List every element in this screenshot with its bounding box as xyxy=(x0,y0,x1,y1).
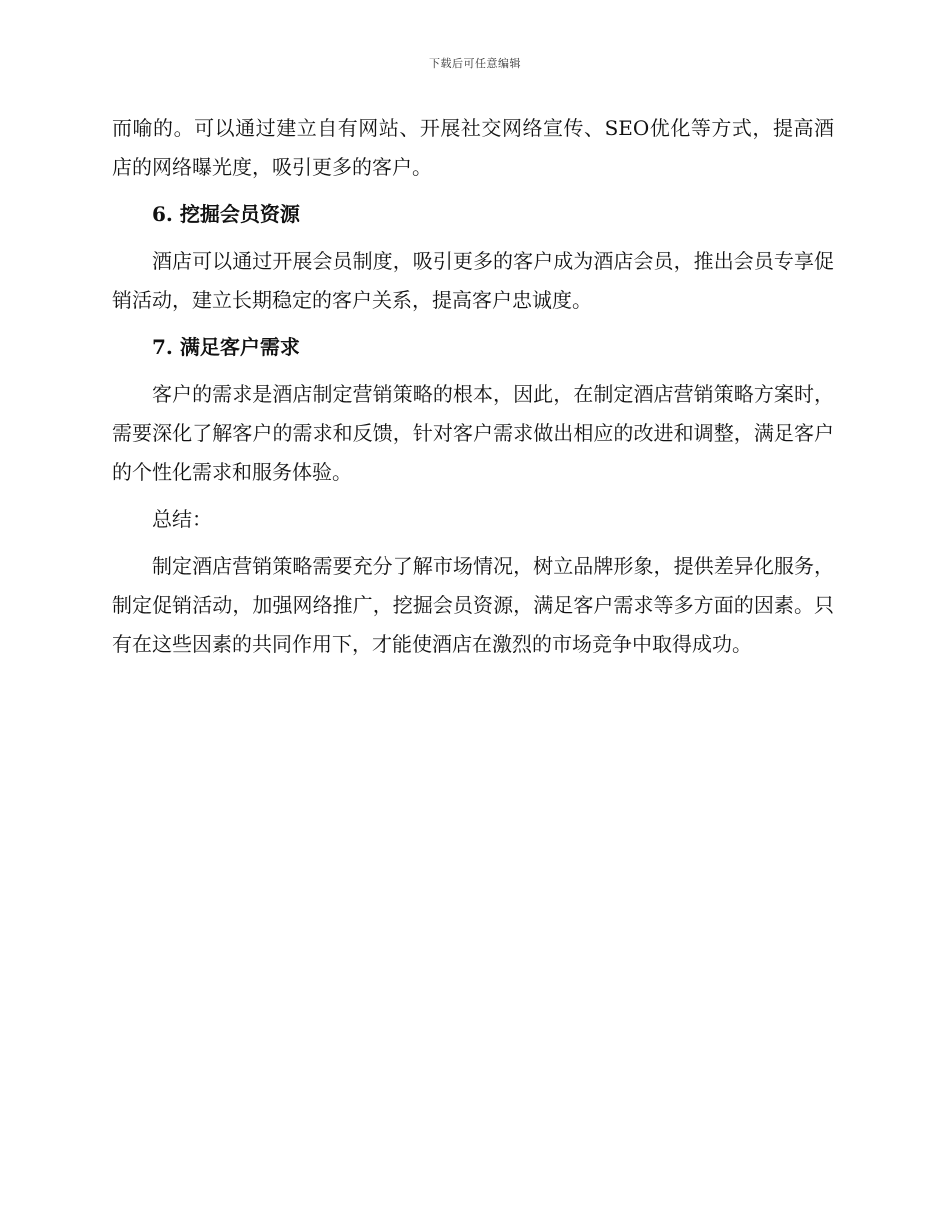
page-header: 下载后可任意编辑 xyxy=(429,57,521,70)
paragraph-summary: 制定酒店营销策略需要充分了解市场情况，树立品牌形象，提供差异化服务，制定促销活动，加强网络推广，挖掘会员资源，满足客户需求等多方面的因素。只有在这些因素的共同作用下，才能使酒店在激烈的市场竞争中取得成功。 xyxy=(112,554,834,656)
section-heading-7: 7. 满足客户需求 xyxy=(152,335,300,359)
section-heading-6: 6. 挖掘会员资源 xyxy=(152,202,300,226)
paragraph-customer-needs: 客户的需求是酒店制定营销策略的根本，因此，在制定酒店营销策略方案时，需要深化了解客户的需求和反馈，针对客户需求做出相应的改进和调整，满足客户的个性化需求和服务体验。 xyxy=(112,382,834,484)
document-body xyxy=(112,109,834,664)
paragraph-member-resources: 酒店可以通过开展会员制度，吸引更多的客户成为酒店会员，推出会员专享促销活动，建立长期稳定的客户关系，提高客户忠诚度。 xyxy=(112,249,834,312)
paragraph-continuation: 而喻的。可以通过建立自有网站、开展社交网络宣传、SEO优化等方式，提高酒店的网络曝光度，吸引更多的客户。 xyxy=(112,116,834,179)
summary-label: 总结： xyxy=(152,507,212,531)
